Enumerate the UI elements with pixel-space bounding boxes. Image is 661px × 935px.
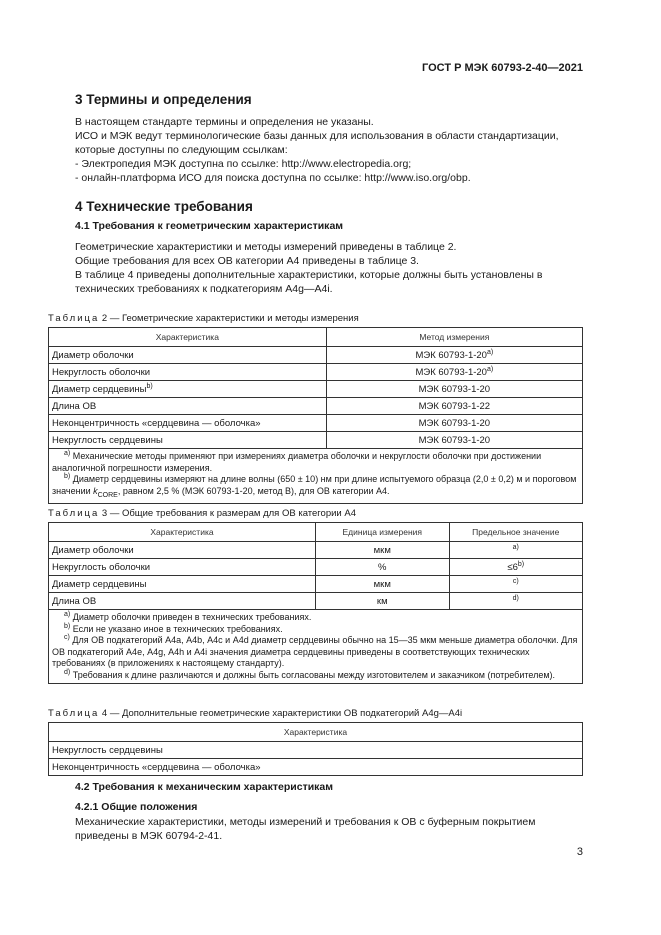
table-cell <box>449 559 583 576</box>
table-2-notes <box>48 449 583 504</box>
section-3 <box>75 92 583 185</box>
section-3-paragraph-4: - онлайн-платформа ИСО для поиска доступна по ссылке: http://www.iso.org/obp. <box>75 172 471 184</box>
table-row <box>49 347 583 364</box>
note-mark: а) <box>64 450 71 457</box>
note-text: Диаметр сердцевины измеряют на длине волны (650 ± 10) нм при длине испытуемого образца (2,0 ± 0,2) м и пороговом значении <box>52 474 577 496</box>
table-header-cell: Предельное значение <box>449 523 583 542</box>
table-cell <box>49 398 327 415</box>
cell-note-mark: d) <box>512 594 519 602</box>
table-row <box>49 381 583 398</box>
table-cell <box>449 593 583 610</box>
page-content <box>75 92 583 296</box>
note-mark: b) <box>64 622 71 630</box>
cell-text: МЭК 60793-1-20 <box>418 417 491 429</box>
table-cell: мкм <box>316 576 450 593</box>
table-3-label: Таблица <box>48 508 100 519</box>
table-2 <box>48 327 583 449</box>
section-4-2-1-title: 4.2.1 Общие положения <box>75 801 198 813</box>
table-4-caption-text: 4 — Дополнительные геометрические характеристики ОВ подкатегорий А4g—А4i <box>101 708 463 719</box>
cell-text: МЭК 60793-1-20 <box>415 366 487 378</box>
table-header-row <box>49 328 583 347</box>
table-cell: Некруглость сердцевины <box>49 742 583 759</box>
table-cell <box>326 415 582 432</box>
section-3-title: 3 Термины и определения <box>75 92 252 107</box>
note-text: Требования к длине различаются и должны быть согласованы между изготовителем и заказчиком (потребителем). <box>72 669 556 680</box>
table-row <box>49 559 583 576</box>
table-cell <box>49 381 327 398</box>
table-row <box>49 415 583 432</box>
note-subscript: CORE <box>97 491 118 499</box>
table-cell: Некруглость оболочки <box>49 559 316 576</box>
table-cell: Неконцентричность «сердцевина — оболочка» <box>49 759 583 776</box>
table-row <box>49 542 583 559</box>
cell-text: Диаметр сердцевины <box>52 383 147 395</box>
table-cell <box>449 542 583 559</box>
table-2-label: Таблица <box>48 313 100 324</box>
table-cell <box>49 364 327 381</box>
table-header-cell: Единица измерения <box>316 523 450 542</box>
table-row <box>49 576 583 593</box>
page-number: 3 <box>576 846 583 858</box>
section-4-1-paragraph-2: Общие требования для всех ОВ категории А4 приведены в таблице 3. <box>75 255 419 267</box>
cell-text: Длина ОВ <box>52 400 97 412</box>
table-row <box>49 364 583 381</box>
table-row <box>49 593 583 610</box>
note-mark: а) <box>64 611 71 618</box>
cell-text: Некруглость оболочки <box>52 366 151 378</box>
cell-text: МЭК 60793-1-22 <box>418 400 491 412</box>
cell-note-mark: c) <box>512 577 519 585</box>
table-note <box>52 474 579 501</box>
table-header-row <box>49 523 583 542</box>
table-cell: мкм <box>316 542 450 559</box>
table-row <box>49 398 583 415</box>
section-4-title: 4 Технические требования <box>75 199 253 214</box>
note-text: , равном 2,5 % (МЭК 60793-1-20, метод В), для ОВ категории А4. <box>117 485 390 496</box>
table-header-row <box>49 723 583 742</box>
cell-note-mark: а) <box>512 543 519 551</box>
table-cell <box>326 381 582 398</box>
table-cell <box>49 415 327 432</box>
table-note <box>52 670 579 682</box>
cell-note-mark: а) <box>486 365 494 373</box>
cell-text: МЭК 60793-1-20 <box>418 383 491 395</box>
table-header-cell: Метод измерения <box>326 328 582 347</box>
section-4-1-title: 4.1 Требования к геометрическим характеристикам <box>75 220 344 232</box>
table-header-cell: Характеристика <box>49 328 327 347</box>
table-3-caption <box>48 508 583 519</box>
note-symbol: k <box>93 485 98 496</box>
table-cell <box>326 432 582 449</box>
section-4-2-1-paragraph: Механические характеристики, методы измерений и требования к ОВ с буферным покрытием приведены в МЭК 60794-2-41. <box>75 816 536 842</box>
table-header-cell: Характеристика <box>49 723 583 742</box>
note-text: Механические методы применяют при измерениях диаметра оболочки и некруглости оболочки при достижении аналогичной погрешности измерения. <box>52 451 542 473</box>
table-2-caption <box>48 313 583 324</box>
note-text: Диаметр оболочки приведен в технических требованиях. <box>72 612 312 622</box>
note-mark: b) <box>64 473 71 480</box>
cell-note-mark: b) <box>146 382 153 390</box>
table-cell <box>326 398 582 415</box>
table-note <box>52 451 579 474</box>
table-3-block <box>48 502 583 684</box>
table-2-caption-text: 2 — Геометрические характеристики и методы измерения <box>101 313 359 324</box>
table-note <box>52 612 579 624</box>
table-row <box>49 759 583 776</box>
section-4-1-paragraph-1: Геометрические характеристики и методы измерений приведены в таблице 2. <box>75 241 457 253</box>
cell-text: Диаметр оболочки <box>52 349 134 361</box>
section-3-paragraph-1: В настоящем стандарте термины и определения не указаны. <box>75 116 374 128</box>
table-4-caption <box>48 708 583 719</box>
note-text: Если не указано иное в технических требованиях. <box>72 623 283 634</box>
cell-note-mark: а) <box>486 348 494 356</box>
table-note <box>52 635 579 670</box>
section-4 <box>75 199 583 296</box>
section-4-2-title: 4.2 Требования к механическим характеристикам <box>75 781 334 793</box>
cell-text: МЭК 60793-1-20 <box>415 349 487 361</box>
table-cell <box>49 347 327 364</box>
table-cell <box>326 364 582 381</box>
table-4 <box>48 722 583 776</box>
cell-note-mark: b) <box>517 560 525 568</box>
standard-header: ГОСТ Р МЭК 60793-2-40—2021 <box>422 62 583 74</box>
cell-text: Неконцентричность «сердцевина — оболочка» <box>52 417 261 429</box>
cell-text: Некруглость сердцевины <box>52 434 163 446</box>
table-cell <box>326 347 582 364</box>
cell-text: ≤6 <box>507 561 518 573</box>
note-mark: c) <box>64 634 70 641</box>
section-4-1-paragraph-3: В таблице 4 приведены дополнительные характеристики, которые должны быть установлены в технических требованиях к подкатегориям А4g—А4i. <box>75 269 543 295</box>
section-4-2 <box>75 781 583 843</box>
section-3-paragraph-3: - Электропедия МЭК доступна по ссылке: http://www.electropedia.org; <box>75 158 412 170</box>
table-cell: Диаметр сердцевины <box>49 576 316 593</box>
table-cell: км <box>316 593 450 610</box>
note-mark: d) <box>64 668 71 676</box>
table-4-label: Таблица <box>48 708 100 719</box>
table-4-block <box>48 702 583 776</box>
table-note <box>52 624 579 636</box>
table-2-block <box>48 307 583 504</box>
table-3-notes <box>48 610 583 684</box>
table-cell <box>49 432 327 449</box>
table-3 <box>48 522 583 610</box>
table-row <box>49 432 583 449</box>
note-text: Для ОВ подкатегорий А4а, А4b, А4с и А4d диаметр сердцевины обычно на 15—35 мкм меньше диаметра оболочки. Для ОВ подкатегорий А4е, А4g, А4h и А4i значения диаметра сердцевины приведены в соответствующих технических требованиях (в приложениях к настоящему стандарту). <box>52 635 578 668</box>
table-cell: Диаметр оболочки <box>49 542 316 559</box>
table-cell: % <box>316 559 450 576</box>
cell-text: МЭК 60793-1-20 <box>418 434 491 446</box>
table-cell: Длина ОВ <box>49 593 316 610</box>
section-3-paragraph-2: ИСО и МЭК ведут терминологические базы данных для использования в области стандартизации, которые доступны по следующим ссылкам: <box>75 130 559 156</box>
table-header-cell: Характеристика <box>49 523 316 542</box>
table-row <box>49 742 583 759</box>
table-3-caption-text: 3 — Общие требования к размерам для ОВ категории А4 <box>101 508 356 519</box>
table-cell <box>449 576 583 593</box>
